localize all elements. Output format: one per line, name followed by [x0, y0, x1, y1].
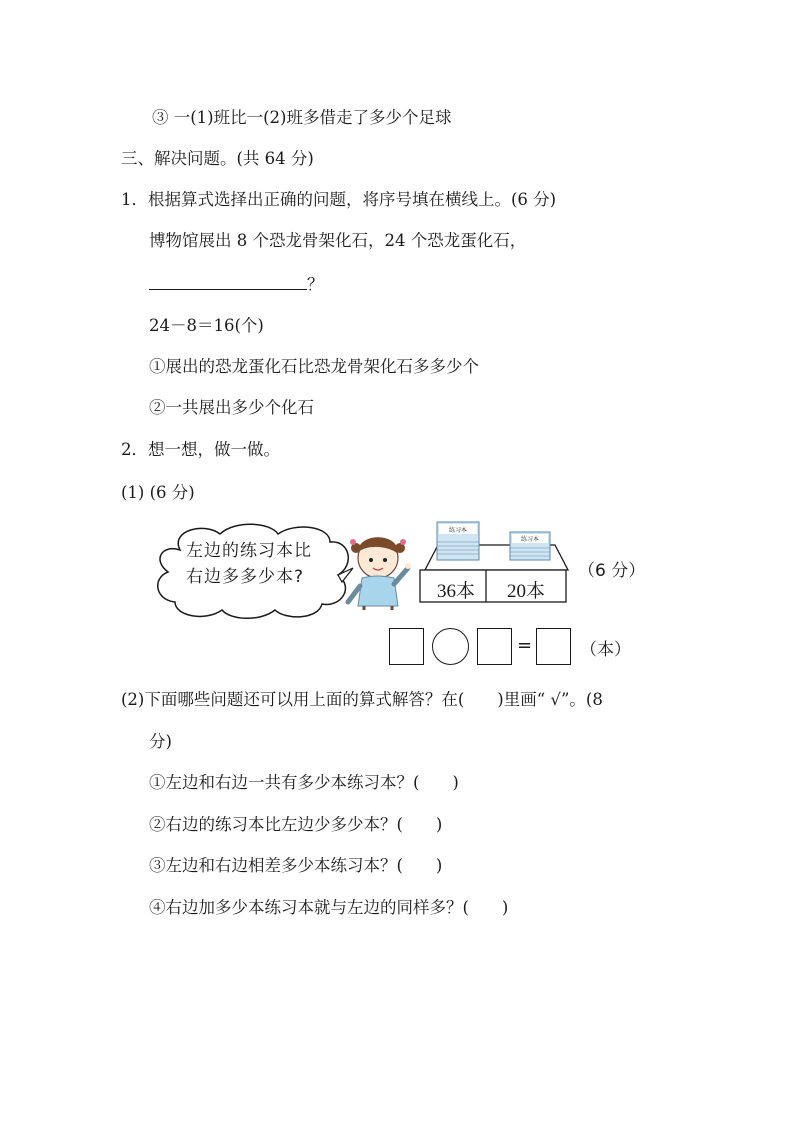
- answer-blank[interactable]: [149, 272, 307, 290]
- operator-circle[interactable]: [432, 628, 469, 665]
- question-2-part-2-line-1: (2)下面哪些问题还可以用上面的算式解答？在( )里画“ √”。(8: [121, 690, 603, 709]
- right-book-cover-label: 练习本: [520, 536, 540, 543]
- right-book-stack-icon: [510, 532, 550, 560]
- question-1-answer-line[interactable]: [149, 272, 324, 296]
- girl-icon: [348, 537, 411, 610]
- question-1-option-2: ②一共展出多少个化石: [149, 398, 314, 417]
- illustration: [150, 520, 670, 680]
- speech-bubble-line-1: 左边的练习本比: [186, 541, 312, 561]
- question-2-part-1-label: (1) (6 分): [121, 483, 195, 502]
- prev-question-item-3: ③ 一(1)班比一(2)班多借走了多少个足球: [152, 108, 452, 127]
- left-book-cover-label: 练习本: [448, 527, 468, 534]
- question-2-title: 2．想一想，做一做。: [121, 440, 280, 459]
- equals-sign: =: [517, 635, 533, 656]
- section-3-heading: 三、解决问题。(共 64 分): [121, 149, 314, 168]
- question-mark: ？: [307, 275, 324, 294]
- question-1-equation: 24－8＝16(个): [149, 316, 264, 335]
- speech-bubble-line-2: 右边多多少本?: [186, 567, 305, 587]
- question-2-option-3[interactable]: ③左边和右边相差多少本练习本？( ): [149, 856, 443, 875]
- answer-box-2[interactable]: [477, 628, 512, 665]
- question-2-option-2[interactable]: ②右边的练习本比左边少多少本？( ): [149, 815, 443, 834]
- answer-box-result[interactable]: [536, 628, 571, 665]
- question-2-option-1[interactable]: ①左边和右边一共有多少本练习本？( ): [149, 773, 459, 792]
- question-2-part-2-line-2: 分): [149, 732, 172, 751]
- question-2-option-4[interactable]: ④右边加多少本练习本就与左边的同样多？( ): [149, 898, 509, 917]
- left-book-stack-icon: [437, 522, 479, 560]
- right-count-label: 20本: [507, 581, 546, 602]
- answer-box-1[interactable]: [389, 628, 424, 665]
- question-1-context: 博物馆展出 8 个恐龙骨架化石，24 个恐龙蛋化石，: [149, 231, 527, 250]
- left-count-label: 36本: [437, 581, 476, 602]
- figure-score: （6 分）: [578, 561, 646, 581]
- question-1-option-1: ①展出的恐龙蛋化石比恐龙骨架化石多多少个: [149, 357, 479, 376]
- unit-label: （本）: [580, 640, 631, 660]
- question-1-title: 1．根据算式选择出正确的问题，将序号填在横线上。(6 分): [121, 190, 557, 209]
